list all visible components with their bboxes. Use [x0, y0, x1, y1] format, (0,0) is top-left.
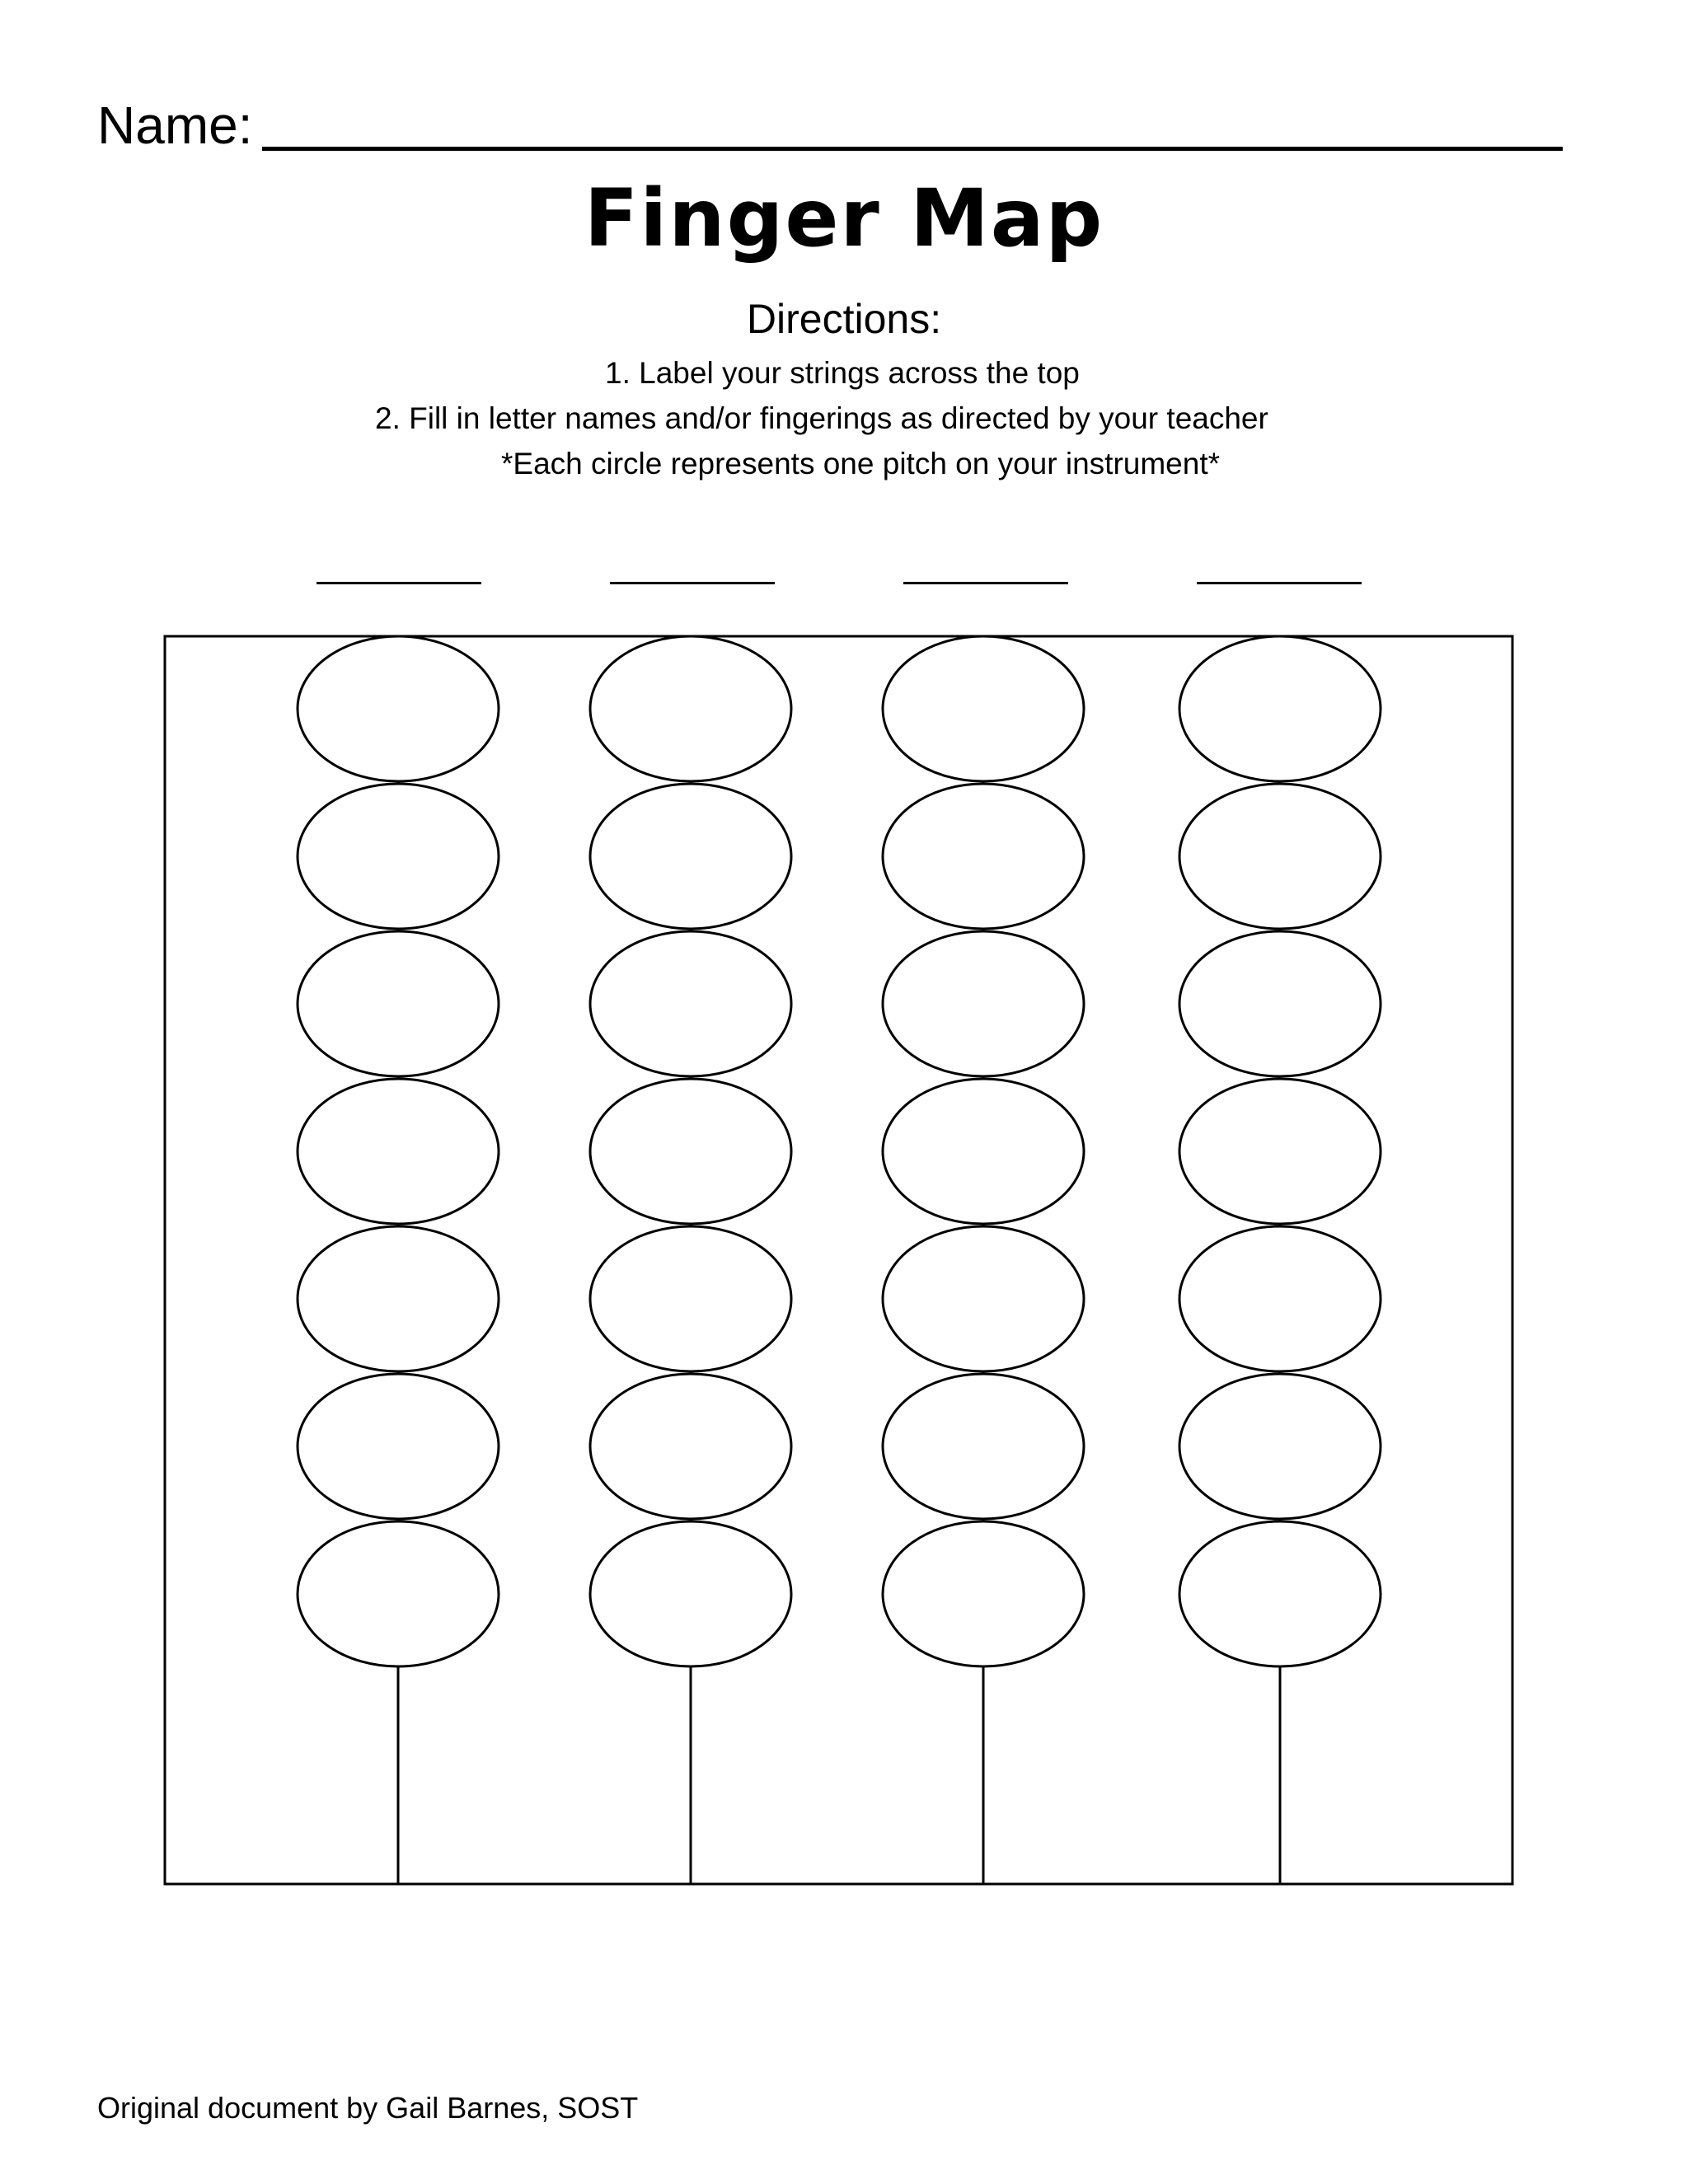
direction-item-2: 2. Fill in letter names and/or fingerings as directed by your teacher: [375, 401, 1268, 435]
pitch-circle-s2-p5[interactable]: [590, 1226, 791, 1371]
pitch-circle-s2-p1[interactable]: [590, 636, 791, 781]
pitch-circle-s1-p7[interactable]: [298, 1521, 499, 1666]
pitch-circle-s3-p6[interactable]: [883, 1374, 1084, 1519]
pitch-circle-s1-p5[interactable]: [298, 1226, 499, 1371]
pitch-circle-s2-p3[interactable]: [590, 931, 791, 1076]
pitch-circle-s2-p4[interactable]: [590, 1079, 791, 1224]
page-title: Finger Map: [584, 172, 1104, 265]
name-label: Name:: [97, 96, 253, 155]
pitch-circle-s4-p4[interactable]: [1179, 1079, 1381, 1224]
pitch-circle-s4-p7[interactable]: [1179, 1521, 1381, 1666]
pitch-circle-s4-p5[interactable]: [1179, 1226, 1381, 1371]
pitch-circle-s4-p6[interactable]: [1179, 1374, 1381, 1519]
pitch-circle-s4-p2[interactable]: [1179, 784, 1381, 929]
pitch-circle-s3-p2[interactable]: [883, 784, 1084, 929]
pitch-circle-s3-p3[interactable]: [883, 931, 1084, 1076]
pitch-circle-s1-p4[interactable]: [298, 1079, 499, 1224]
pitch-circle-s2-p2[interactable]: [590, 784, 791, 929]
pitch-circle-s1-p6[interactable]: [298, 1374, 499, 1519]
directions-heading: Directions:: [746, 296, 942, 342]
pitch-circle-s4-p3[interactable]: [1179, 931, 1381, 1076]
pitch-circle-s1-p3[interactable]: [298, 931, 499, 1076]
pitch-circle-s3-p1[interactable]: [883, 636, 1084, 781]
pitch-circle-s3-p4[interactable]: [883, 1079, 1084, 1224]
pitch-circle-s1-p1[interactable]: [298, 636, 499, 781]
footer-credit: Original document by Gail Barnes, SOST: [97, 2091, 639, 2125]
pitch-circle-s4-p1[interactable]: [1179, 636, 1381, 781]
pitch-circle-s1-p2[interactable]: [298, 784, 499, 929]
pitch-circle-s2-p7[interactable]: [590, 1521, 791, 1666]
pitch-circle-s2-p6[interactable]: [590, 1374, 791, 1519]
pitch-circle-s3-p7[interactable]: [883, 1521, 1084, 1666]
pitch-circle-s3-p5[interactable]: [883, 1226, 1084, 1371]
directions-note: *Each circle represents one pitch on your instrument*: [501, 447, 1220, 480]
direction-item-1: 1. Label your strings across the top: [605, 356, 1080, 390]
